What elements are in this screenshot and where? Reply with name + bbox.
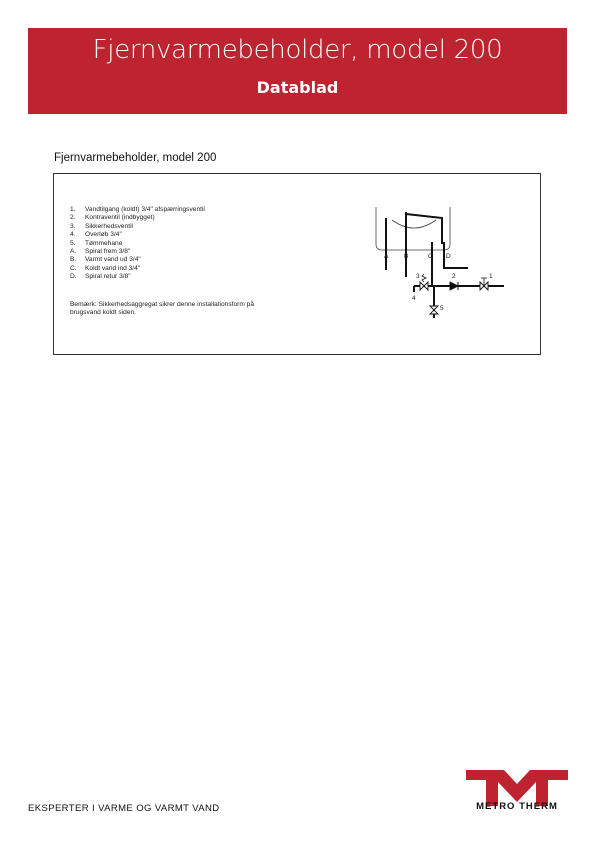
label-b: B <box>404 253 409 260</box>
label-2: 2 <box>452 273 456 280</box>
installation-diagram <box>354 202 514 322</box>
label-4: 4 <box>412 295 416 302</box>
legend-item: 2. Kontraventil (indbygget) <box>70 214 155 222</box>
legend-item: B. Varmt vand ud 3/4" <box>70 256 141 264</box>
label-3: 3 <box>416 273 420 280</box>
section-heading: Fjernvarmebeholder, model 200 <box>54 152 217 164</box>
legend-item: A. Spiral frem 3/8" <box>70 248 131 256</box>
heating-coil <box>392 220 436 228</box>
legend-item: C. Koldt vand ind 3/4" <box>70 264 141 272</box>
header-banner <box>28 28 567 114</box>
legend-item: 1. Vandtilgang (koldt) 3/4" afspærringsventil <box>70 206 205 213</box>
label-c: C <box>428 253 433 260</box>
label-a: A <box>384 253 389 260</box>
brand-name: METRO THERM <box>476 801 558 812</box>
page-title: Fjernvarmebeholder, model 200 <box>92 35 503 65</box>
installation-note: Bemærk: Sikkerhedsaggregat sikrer denne installationsform på brugsvand koldt siden. <box>70 301 254 317</box>
diagram-box <box>53 173 541 355</box>
label-d: D <box>446 253 451 260</box>
legend-item: 4. Overløb 3/4" <box>70 231 122 239</box>
safety-spring-icon <box>422 274 426 282</box>
tank-outline <box>376 207 450 250</box>
label-1: 1 <box>489 273 493 280</box>
check-valve-icon <box>450 282 458 290</box>
legend-item: 5. Tømmehane <box>70 239 123 247</box>
legend-list <box>70 206 205 282</box>
legend-item: D. Spiral retur 3/8" <box>70 273 131 281</box>
page-subtitle: Datablad <box>256 78 339 97</box>
safety-valve-icon <box>420 282 428 290</box>
label-5: 5 <box>440 305 444 312</box>
pipe-c-top <box>406 214 442 244</box>
legend-item: 3. Sikkerhedsventil <box>70 222 134 230</box>
footer-tagline: EKSPERTER I VARME OG VARMT VAND <box>28 803 220 814</box>
drain-valve-icon <box>430 306 438 314</box>
